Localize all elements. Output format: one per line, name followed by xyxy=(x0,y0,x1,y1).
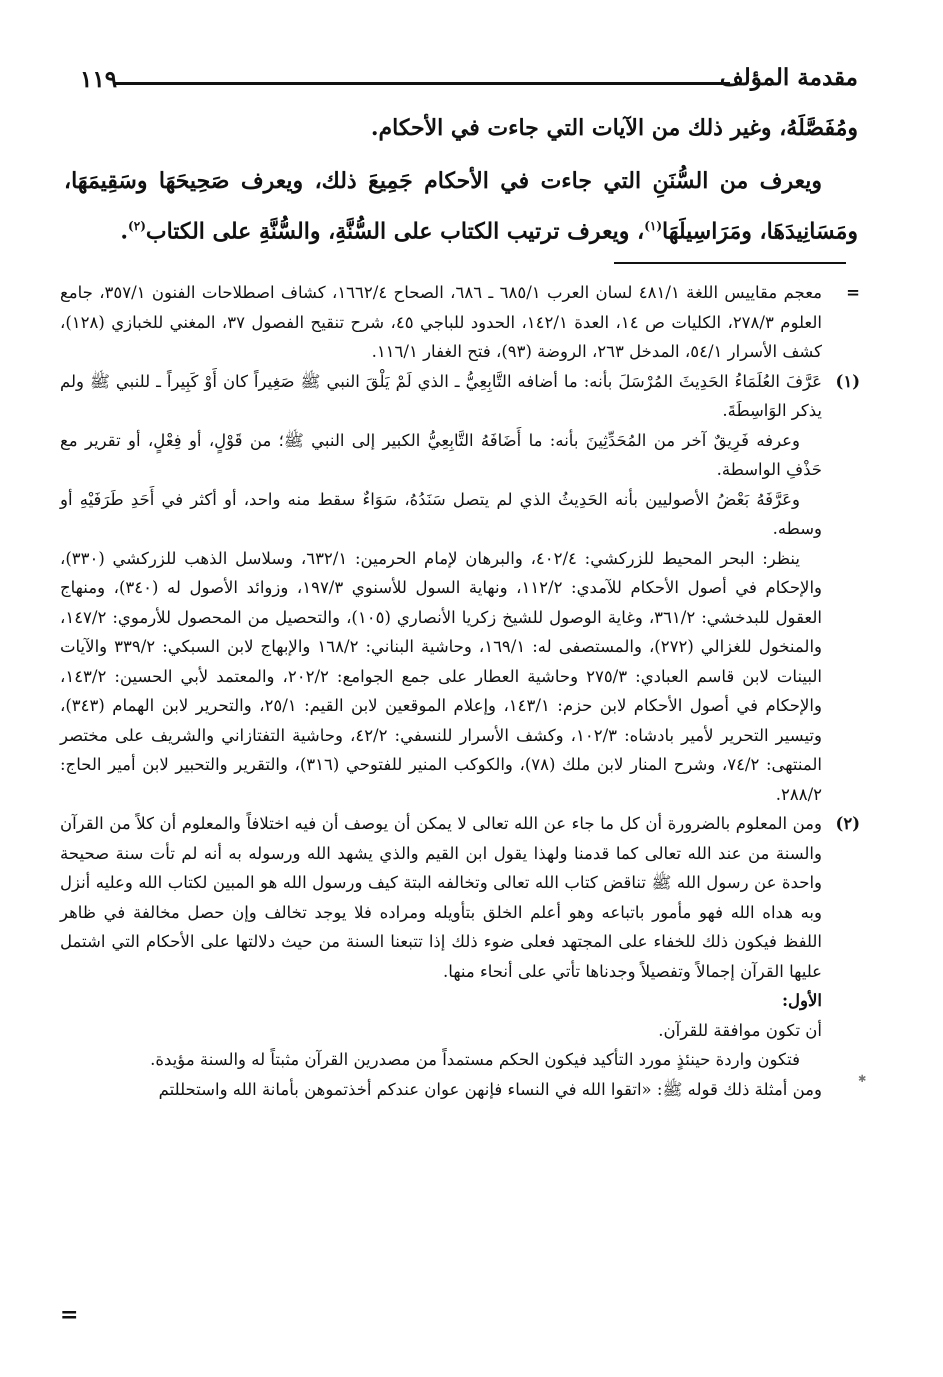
continuation-mark: = xyxy=(60,1302,79,1328)
footnote-1: (١) عَرَّفَ العُلَمَاءُ الحَدِيثَ المُرْسَلَ بأنه: ما أضافه التَّابِعِيُّ ـ الذي لَمْ يَلْقَ النبي ﷺ صَغِيراً كان أَوْ كَبِيراً ـ للنبي ﷺ ولم يذكر الوَاسِطَةَ. وعرفه فَرِيقٌ آخر من المُحَدِّثِينَ بأنه: ما أَضَافَهُ التَّابِعِيُّ الكبير إلى النبي ﷺ؛ من قَوْلٍ، أو فِعْلٍ، أو تقرير مع حَذْفِ الواسطة. وعَرَّفَهُ بَعْضُ الأصوليين بأنه الحَدِيثُ الذي لم يتصل سَنَدُهُ، سَوَاءٌ سقط منه واحد، أو أكثر في أَحَدِ طَرَفَيْهِ أو وسطه. ينظر: البحر المحيط للزركشي: ٤٠٢/٤، والبرهان لإمام الحرمين: ٦٣٢/١، وسلاسل الذهب للزركشي (٣٣٠)، والإحكام في أصول الأحكام للآمدي: ١١٢/٢، ونهاية السول للأسنوي ١٩٧/٣، وزوائد الأصول له (٣٤٠)، ومنهاج العقول للبدخشي: ٣٦١/٢، وغاية الوصول للشيخ زكريا الأنصاري (١٠٥)، والتحصيل من المحصول للأرموي: ١٤٧/٢، والمنخول للغزالي (٢٧٢)، والمستصفى له: ١٦٩/١، وحاشية البناني: ١٦٨/٢ والإبهاج لابن السبكي: ٣٣٩/٢ والآيات البينات لابن قاسم العبادي: ٢٧٥/٣ وحاشية العطار على جمع الجوامع: ٢٠٢/٢، والمعتمد لأبي الحسين: ١٤٣/٢، والإحكام في أصول الأحكام لابن حزم: ١٤٣/١، وإعلام الموقعين لابن القيم: ٢٥/١، والتحرير لابن الهمام (٣٤٣)، وتيسير التحرير لأمير بادشاه: ١٠٢/٣، وكشف الأسرار للنسفي: ٤٢/٢، وحاشية التفتازاني والشريف على مختصر المنتهى: ٧٤/٢، وشرح المنار لابن ملك (٧٨)، والكوكب المنير للفتوحي (٣١٦)، والتقرير والتحبير لابن أمير الحاج: ٢٨٨/٢. xyxy=(60,367,860,810)
footnote-number: (٢) xyxy=(835,814,860,833)
enumeration-label: الأول: xyxy=(781,991,822,1010)
footnote-ref[interactable]: (١) xyxy=(644,219,663,233)
main-text xyxy=(64,106,858,262)
paragraph: ويعرف من السُّنَنِ التي جاءت في الأحكام جَمِيعَ ذلك، ويعرف صَحِيحَهَا وسَقِيمَهَا، ومَسَانِيدَهَا، ومَرَاسِيلَهَا$^{(١)}$، ويعرف ترتيب الكتاب على السُّنَّةِ، والسُّنَّةِ على الكتاب$^{(٢)}$. xyxy=(64,168,858,245)
page-number: ١١٩ xyxy=(80,66,118,93)
footnote-ref[interactable]: (٢) xyxy=(128,219,146,233)
paragraph: ومُفَصَّلَهُ، وغير ذلك من الآيات التي جاءت في الأحكام. xyxy=(370,115,858,141)
footnote-separator xyxy=(614,262,846,264)
page-header xyxy=(74,62,858,98)
footnote-number: (١) xyxy=(835,371,860,391)
footnote-continued: = معجم مقاييس اللغة ٤٨١/١ لسان العرب ٦٨٥/١ ـ ٦٨٦، الصحاح ١٦٦٢/٤، كشاف اصطلاحات الفنون ٣٥٧/١، جامع العلوم ٢٧٨/٣، الكليات ص ١٤، العدة ١٤٢/١، الحدود للباجي ٤٥، شرح تنقيح الفصول ٣٧، المغني للخبازي (١٢٨)، كشف الأسرار ٥٤/١، المدخل ٢٦٣، الروضة (٩٣)، فتح الغفار ١١٦/١. xyxy=(60,278,860,367)
continuation-mark: = xyxy=(846,283,860,302)
footnotes xyxy=(60,278,860,1104)
footnote-2: (٢) ومن المعلوم بالضرورة أن كل ما جاء عن الله تعالى لا يمكن أن يوصف أن فيه اختلافاً والمعلوم أن كلاً من القرآن والسنة من عند الله تعالى كما قدمنا ولهذا يقول ابن القيم والذي يشهد الله ورسوله به أنه لم تأت سنة صحيحة واحدة عن رسول الله ﷺ تناقض كتاب الله تعالى وتخالفه البتة كيف ورسول الله هو المبين لكتاب الله وعليه أنزل وبه هداه الله فهو مأمور باتباعه وهو أعلم الخلق بتأويله ومراده فلا يوجد تخالف وإن حصل مخالفة في ظاهر اللفظ فيكون ذلك للخفاء على المجتهد فعلى ضوء ذلك إذا تتبعنا السنة من حيث دلالتها على الأحكام التي اشتمل عليها القرآن إجمالاً وتفصيلاً وجدناها تأتي على أنحاء منها. الأول: أن تكون موافقة للقرآن. فتكون واردة حينئذٍ مورد التأكيد فيكون الحكم مستمداً من مصدرين القرآن مثبتاً له والسنة مؤيدة. ومن أمثلة ذلك قوله ﷺ: «اتقوا الله في النساء فإنهن عوان عندكم أخذتموهن بأمانة الله واستحللتم xyxy=(60,809,860,1104)
header-rule xyxy=(114,82,730,85)
scan-speck: ✱ xyxy=(858,1074,867,1085)
running-title: مقدمة المؤلف xyxy=(719,64,858,91)
